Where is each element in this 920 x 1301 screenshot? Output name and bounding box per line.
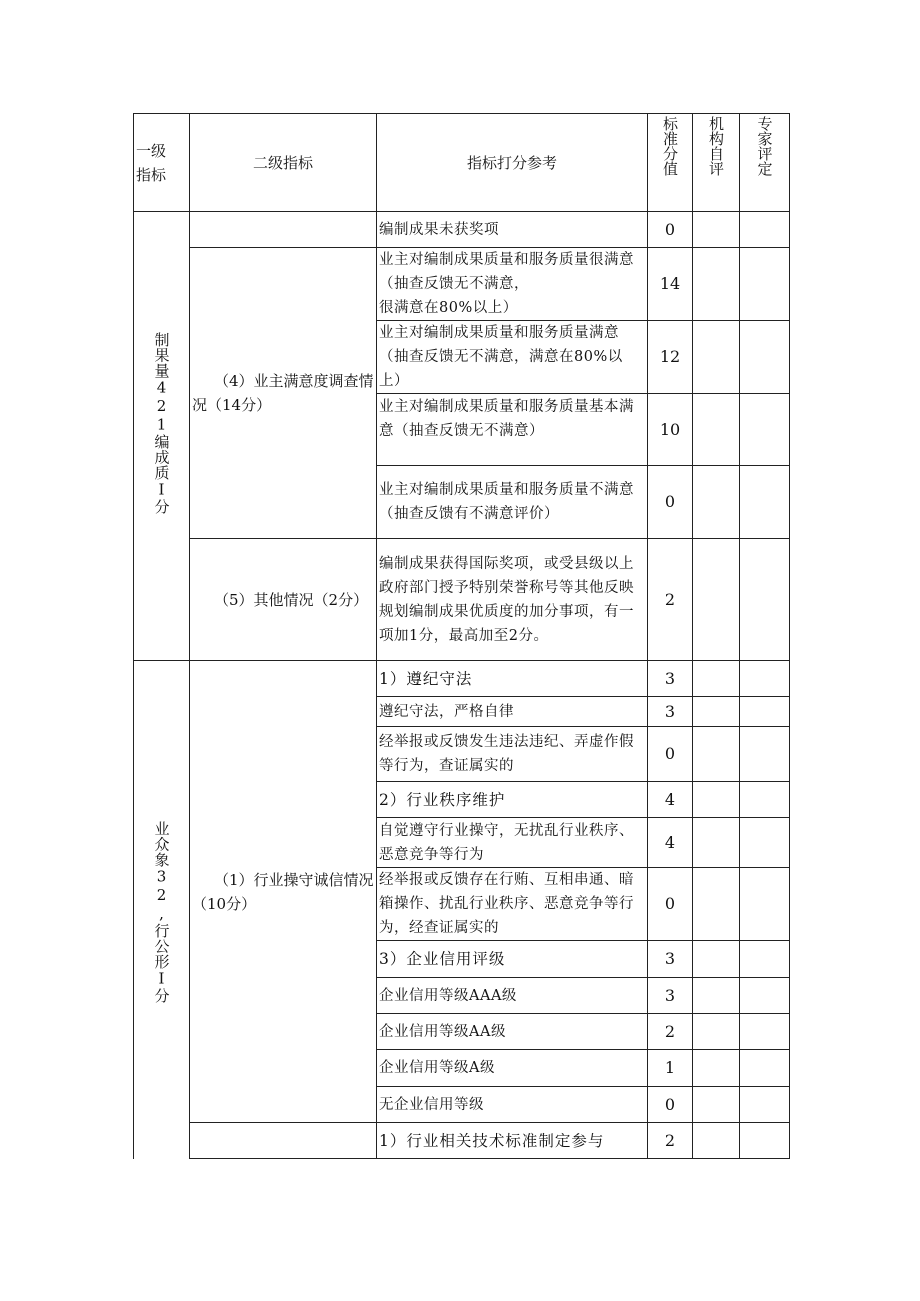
reference-text: 2）行业秩序维护	[377, 782, 648, 818]
table-row	[134, 539, 790, 661]
standard-score: 0	[648, 212, 693, 248]
expert-eval-cell[interactable]	[740, 1087, 790, 1123]
standard-score: 14	[648, 248, 693, 321]
expert-eval-cell[interactable]	[740, 212, 790, 248]
reference-text: 3）企业信用评级	[377, 941, 648, 978]
standard-score: 2	[648, 539, 693, 661]
expert-eval-cell[interactable]	[740, 1123, 790, 1159]
reference-text: 企业信用等级A级	[377, 1050, 648, 1087]
reference-text: 1）遵纪守法	[377, 661, 648, 697]
level2-empty	[190, 212, 377, 248]
standard-score: 12	[648, 321, 693, 394]
standard-score: 1	[648, 1050, 693, 1087]
level2-integrity: （1）行业操守诚信情况（10分）	[190, 661, 377, 1123]
level1-quality: 制果量421编成质I分	[134, 212, 190, 661]
expert-eval-cell[interactable]	[740, 661, 790, 697]
self-eval-cell[interactable]	[693, 466, 740, 539]
standard-score: 3	[648, 941, 693, 978]
standard-score: 2	[648, 1123, 693, 1159]
reference-text: 1）行业相关技术标准制定参与	[377, 1123, 648, 1159]
table-row	[134, 248, 790, 321]
expert-eval-cell[interactable]	[740, 818, 790, 868]
reference-text: 编制成果未获奖项	[377, 212, 648, 248]
reference-text: 经举报或反馈发生违法违纪、弄虚作假等行为，查证属实的	[377, 727, 648, 782]
table-row	[134, 1123, 790, 1159]
reference-text: 编制成果获得国际奖项，或受县级以上政府部门授予特别荣誉称号等其他反映规划编制成果优质度的加分事项，有一项加1分，最高加至2分。	[377, 539, 648, 661]
self-eval-cell[interactable]	[693, 1087, 740, 1123]
expert-eval-cell[interactable]	[740, 1050, 790, 1087]
self-eval-cell[interactable]	[693, 1050, 740, 1087]
reference-text: 自觉遵守行业操守，无扰乱行业秩序、恶意竞争等行为	[377, 818, 648, 868]
standard-score: 10	[648, 394, 693, 466]
table-row	[134, 212, 790, 248]
self-eval-cell[interactable]	[693, 212, 740, 248]
standard-score: 3	[648, 697, 693, 727]
header-reference: 指标打分参考	[377, 114, 648, 212]
reference-text: 企业信用等级AA级	[377, 1014, 648, 1050]
header-self-eval: 机构自评	[693, 114, 740, 212]
expert-eval-cell[interactable]	[740, 321, 790, 394]
reference-text: 业主对编制成果质量和服务质量基本满意（抽查反馈无不满意）	[377, 394, 648, 466]
expert-eval-cell[interactable]	[740, 394, 790, 466]
expert-eval-cell[interactable]	[740, 782, 790, 818]
reference-text: 遵纪守法，严格自律	[377, 697, 648, 727]
standard-score: 4	[648, 782, 693, 818]
standard-score: 3	[648, 661, 693, 697]
self-eval-cell[interactable]	[693, 321, 740, 394]
header-standard-score: 标准分值	[648, 114, 693, 212]
table-row	[134, 661, 790, 697]
level2-empty	[190, 1123, 377, 1159]
expert-eval-cell[interactable]	[740, 1014, 790, 1050]
standard-score: 0	[648, 868, 693, 941]
reference-text: 业主对编制成果质量和服务质量很满意（抽查反馈无不满意， 很满意在80%以上）	[377, 248, 648, 321]
self-eval-cell[interactable]	[693, 248, 740, 321]
reference-text: 无企业信用等级	[377, 1087, 648, 1123]
self-eval-cell[interactable]	[693, 727, 740, 782]
header-row	[134, 114, 790, 212]
header-level1: 一级 指标	[134, 114, 190, 212]
standard-score: 0	[648, 727, 693, 782]
reference-text: 业主对编制成果质量和服务质量满意（抽查反馈无不满意，满意在80%以上）	[377, 321, 648, 394]
level2-other: （5）其他情况（2分）	[190, 539, 377, 661]
level1-industry-image: 业众象32,行公形I分	[134, 661, 190, 1159]
expert-eval-cell[interactable]	[740, 539, 790, 661]
level2-satisfaction: （4）业主满意度调查情况（14分）	[190, 248, 377, 539]
reference-text: 业主对编制成果质量和服务质量不满意（抽查反馈有不满意评价）	[377, 466, 648, 539]
self-eval-cell[interactable]	[693, 661, 740, 697]
expert-eval-cell[interactable]	[740, 978, 790, 1014]
evaluation-table	[133, 113, 790, 1159]
self-eval-cell[interactable]	[693, 868, 740, 941]
expert-eval-cell[interactable]	[740, 868, 790, 941]
standard-score: 0	[648, 466, 693, 539]
expert-eval-cell[interactable]	[740, 466, 790, 539]
self-eval-cell[interactable]	[693, 782, 740, 818]
self-eval-cell[interactable]	[693, 394, 740, 466]
standard-score: 2	[648, 1014, 693, 1050]
header-level2: 二级指标	[190, 114, 377, 212]
standard-score: 4	[648, 818, 693, 868]
standard-score: 3	[648, 978, 693, 1014]
self-eval-cell[interactable]	[693, 818, 740, 868]
expert-eval-cell[interactable]	[740, 248, 790, 321]
expert-eval-cell[interactable]	[740, 941, 790, 978]
reference-text: 经举报或反馈存在行贿、互相串通、暗箱操作、扰乱行业秩序、恶意竞争等行为，经查证属实的	[377, 868, 648, 941]
self-eval-cell[interactable]	[693, 941, 740, 978]
self-eval-cell[interactable]	[693, 1123, 740, 1159]
self-eval-cell[interactable]	[693, 978, 740, 1014]
expert-eval-cell[interactable]	[740, 697, 790, 727]
self-eval-cell[interactable]	[693, 1014, 740, 1050]
standard-score: 0	[648, 1087, 693, 1123]
self-eval-cell[interactable]	[693, 539, 740, 661]
header-expert-eval: 专家评定	[740, 114, 790, 212]
expert-eval-cell[interactable]	[740, 727, 790, 782]
reference-text: 企业信用等级AAA级	[377, 978, 648, 1014]
self-eval-cell[interactable]	[693, 697, 740, 727]
